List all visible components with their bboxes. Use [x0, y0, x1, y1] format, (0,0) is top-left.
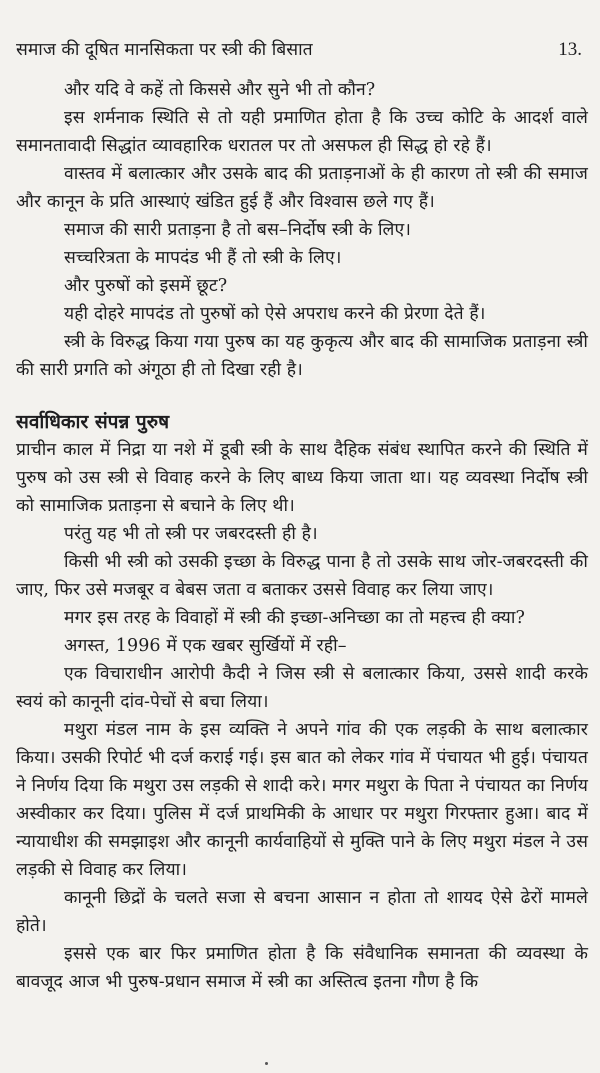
paragraph: समाज की सारी प्रताड़ना है तो बस–निर्दोष स्त्री के लिए। — [64, 220, 411, 240]
paragraph: इस शर्मनाक स्थिति से तो यही प्रमाणित होता है कि उच्च कोटि के आदर्श वाले समानतावादी सिद्धांत व्यावहारिक धरातल पर तो असफल ही सिद्ध हो रहे हैं। — [16, 108, 588, 156]
paragraph: कानूनी छिद्रों के चलते सजा से बचना आसान न होता तो शायद ऐसे ढेरों मामले होते। — [16, 888, 588, 936]
running-header — [16, 38, 588, 62]
paragraph: एक विचाराधीन आरोपी कैदी ने जिस स्त्री से बलात्कार किया, उससे शादी करके स्वयं को कानूनी दांव-पेचों से बचा लिया। — [16, 664, 588, 712]
running-title: समाज की दूषित मानसिकता पर स्त्री की बिसात — [16, 40, 313, 60]
section-heading: सर्वाधिकार संपन्न पुरुष — [16, 411, 170, 433]
paragraph: सच्चरित्रता के मापदंड भी हैं तो स्त्री के लिए। — [64, 248, 342, 268]
page-number: 13. — [558, 39, 582, 60]
paragraph: इससे एक बार फिर प्रमाणित होता है कि संवैधानिक समानता की व्यवस्था के बावजूद आज भी पुरुष-प्रधान समाज में स्त्री का अस्तित्व इतना गौण है कि — [16, 944, 588, 992]
paragraph: स्त्री के विरुद्ध किया गया पुरुष का यह कुकृत्य और बाद की सामाजिक प्रताड़ना स्त्री की सारी प्रगति को अंगूठा ही तो दिखा रही है। — [16, 332, 588, 380]
paragraph: प्राचीन काल में निद्रा या नशे में डूबी स्त्री के साथ दैहिक संबंध स्थापित करने की स्थिति में पुरुष को उस स्त्री से विवाह करने के लिए बाध्य किया जाता था। यह व्यवस्था निर्दोष स्त्री को सामाजिक प्रताड़ना से बचाने के लिए थी। — [16, 440, 588, 516]
paragraph: और पुरुषों को इसमें छूट? — [64, 276, 228, 296]
paragraph: परंतु यह भी तो स्त्री पर जबरदस्ती ही है। — [64, 524, 318, 544]
text-block-before-heading — [16, 76, 588, 384]
print-speck — [265, 1062, 268, 1065]
paragraph: वास्तव में बलात्कार और उसके बाद की प्रताड़नाओं के ही कारण तो स्त्री की समाज और कानून के प्रति आस्थाएं खंडित हुई हैं और विश्वास छले गए हैं। — [16, 164, 588, 212]
paragraph: और यदि वे कहें तो किससे और सुने भी तो कौन? — [64, 80, 376, 100]
paragraph: किसी भी स्त्री को उसकी इच्छा के विरुद्ध पाना है तो उसके साथ जोर-जबरदस्ती की जाए, फिर उसे मजबूर व बेबस जता व बताकर उससे विवाह कर लिया जाए। — [16, 552, 588, 600]
paragraph: मगर इस तरह के विवाहों में स्त्री की इच्छा-अनिच्छा का तो महत्त्व ही क्या? — [64, 608, 525, 628]
paragraph: अगस्त, 1996 में एक खबर सुर्खियों में रही– — [64, 636, 347, 656]
text-block-after-heading — [16, 436, 588, 996]
paragraph: यही दोहरे मापदंड तो पुरुषों को ऐसे अपराध करने की प्रेरणा देते हैं। — [64, 304, 486, 324]
paragraph: मथुरा मंडल नाम के इस व्यक्ति ने अपने गांव की एक लड़की के साथ बलात्कार किया। उसकी रिपोर्ट भी दर्ज कराई गई। इस बात को लेकर गांव में पंचायत भी हुई। पंचायत ने निर्णय दिया कि मथुरा उस लड़की से शादी करे। मगर मथुरा के पिता ने पंचायत का निर्णय अस्वीकार कर दिया। पुलिस में दर्ज प्राथमिकी के आधार पर मथुरा गिरफ्तार हुआ। बाद में न्यायाधीश की समझाइश और कानूनी कार्यवाहियों से मुक्ति पाने के लिए मथुरा मंडल ने उस लड़की से विवाह कर लिया। — [16, 720, 588, 880]
